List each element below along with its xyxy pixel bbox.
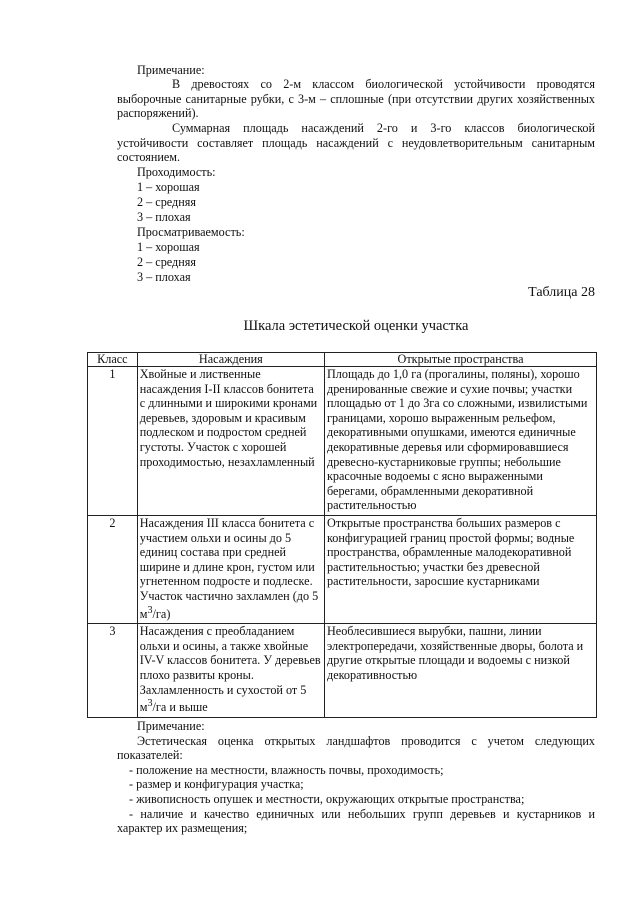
passability-heading: Проходимость: <box>137 165 216 179</box>
superscript-cubed: 3 <box>147 698 153 710</box>
class-cell: 2 <box>88 515 138 623</box>
bullet-item: - живописность опушек и местности, окружающих открытые пространства; <box>129 791 525 806</box>
after-table-notes <box>117 719 595 836</box>
passability-item: 2 – средняя <box>137 195 196 209</box>
stands-text: Насаждения III класса бонитета с участием ольхи и осины до 5 единиц состава при средней ширине и длине крон, густом или угнетенном подросте и подлеске. Участок частично захламлен (до 5 м <box>139 515 319 621</box>
stands-cell <box>137 624 324 718</box>
stands-cell <box>137 515 324 623</box>
open-spaces-cell: Площадь до 1,0 га (прогалины, поляны), хорошо дренированные свежие и сухие почвы; участки площадью от 1 до 3га со сложными, извилистыми границами, хорошо выраженным рельефом, декоративными опушками, имеются единичные декоративные деревья или сформировавшиеся древесно-кустарниковые группы; небольшие красочные водоемы с ясно выраженными берегами, обрамленными декоративной растительностью <box>325 367 597 516</box>
superscript-cubed: 3 <box>147 604 153 616</box>
aesthetic-scale-table <box>87 352 597 718</box>
note-paragraph-sanitary-cuts: В древостоях со 2-м классом биологической устойчивости проводятся выборочные санитарные рубки, с 3-м – сплошные (при отсутствии других хозяйственных распоряжений). <box>117 77 595 121</box>
visibility-heading: Просматриваемость: <box>137 225 245 239</box>
table-title: Шкала эстетической оценки участка <box>243 318 469 334</box>
bullet-item: - размер и конфигурация участка; <box>129 777 304 792</box>
note-heading: Примечание: <box>137 63 205 77</box>
stands-text: Насаждения с преобладанием ольхи и осины, а также хвойные IV-V классов бонитета. У деревьев плохо развиты кроны. Захламленность и сухостой от 5 м <box>139 624 321 715</box>
note-paragraph-total-area: Суммарная площадь насаждений 2-го и 3-го классов биологической устойчивости составляет площадь насаждений с неудовлетворительным санитарным состоянием. <box>117 121 595 165</box>
visibility-item: 1 – хорошая <box>137 240 200 254</box>
visibility-item: 3 – плохая <box>137 270 191 284</box>
class-cell: 3 <box>88 624 138 718</box>
table-row <box>88 624 597 718</box>
table-row <box>88 515 597 623</box>
stands-text-tail: /га и выше <box>152 700 208 715</box>
stands-cell: Хвойные и лиственные насаждения I-II классов бонитета с длинными и широкими кронами деревьев, здоровым и красивым подлеском и подростом средней густоты. Участок с хорошей проходимостью, незахламленный <box>137 367 324 516</box>
stands-text-tail: /га) <box>152 606 171 621</box>
passability-item: 1 – хорошая <box>137 180 200 194</box>
visibility-item: 2 – средняя <box>137 255 196 269</box>
class-cell: 1 <box>88 367 138 516</box>
table-header-row <box>88 353 597 367</box>
open-spaces-cell: Открытые пространства больших размеров с конфигурацией границ простой формы; водные пространства, обрамленные малодекоративной растительностью; участки без древесной растительности, заросшие кустарниками <box>325 515 597 623</box>
note2-paragraph: Эстетическая оценка открытых ландшафтов проводится с учетом следующих показателей: <box>117 733 595 763</box>
note2-heading: Примечание: <box>137 719 205 733</box>
column-header-class: Класс <box>88 353 138 367</box>
table-number: Таблица 28 <box>528 285 595 300</box>
column-header-open-spaces: Открытые пространства <box>325 353 597 367</box>
bullet-item: - положение на местности, влажность почвы, проходимость; <box>129 762 444 777</box>
open-spaces-cell: Необлесившиеся вырубки, пашни, линии электропередачи, хозяйственные дворы, болота и другие открытые площади и водоемы с низкой декоративностью <box>325 624 597 718</box>
table-row <box>88 367 597 516</box>
column-header-stands: Насаждения <box>137 353 324 367</box>
passability-item: 3 – плохая <box>137 210 191 224</box>
bullet-item: - наличие и качество единичных или небольших групп деревьев и кустарников и характер их размещения; <box>117 806 595 836</box>
